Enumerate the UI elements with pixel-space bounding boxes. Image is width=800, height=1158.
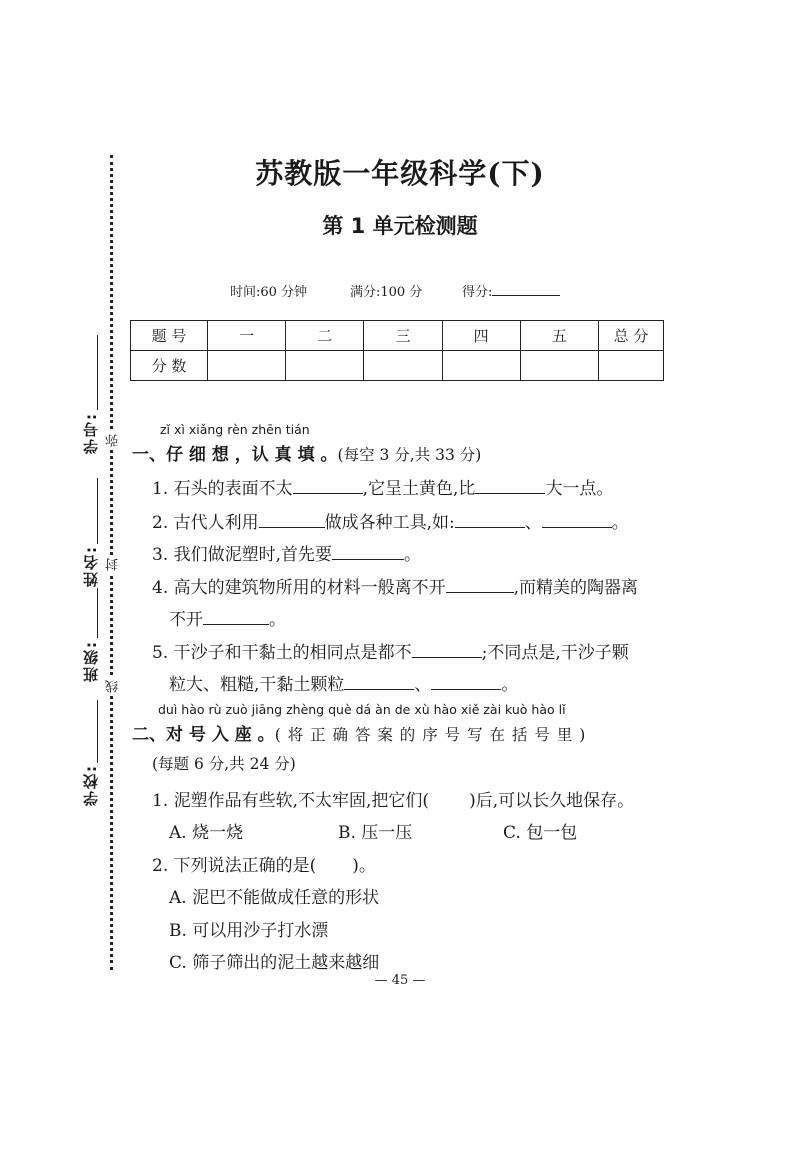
class-label: 班级: bbox=[82, 640, 100, 682]
score-cell[interactable] bbox=[520, 351, 598, 381]
header-cell: 五 bbox=[520, 321, 598, 351]
seal-char-xian: 线 bbox=[106, 680, 121, 693]
answer-blank[interactable] bbox=[203, 624, 269, 625]
s2-question-1: 1. 泥塑作品有些软,不太牢固,把它们( )后,可以长久地保存。 bbox=[152, 791, 635, 811]
school-field[interactable] bbox=[97, 700, 98, 763]
header-cell: 题 号 bbox=[131, 321, 208, 351]
header-cell: 四 bbox=[442, 321, 520, 351]
seal-char-feng: 封 bbox=[106, 558, 121, 571]
s1-question-5: 5. 干沙子和干黏土的相同点是都不 ;不同点是,干沙子颗 bbox=[152, 643, 629, 663]
score-cell[interactable] bbox=[286, 351, 364, 381]
section1-points: (每空 3 分,共 33 分) bbox=[337, 446, 482, 464]
answer-blank[interactable] bbox=[542, 527, 612, 528]
s2-question-2: 2. 下列说法正确的是( )。 bbox=[152, 856, 376, 876]
score-cell[interactable] bbox=[208, 351, 286, 381]
s1-question-2: 2. 古代人利用 做成各种工具,如: 、 。 bbox=[152, 513, 629, 533]
header-cell: 一 bbox=[208, 321, 286, 351]
school-label: 学校: bbox=[82, 764, 100, 806]
score-label: 得分: bbox=[462, 285, 493, 300]
exam-title: 苏教版一年级科学(下) bbox=[255, 157, 545, 190]
s2-q1-option-b[interactable]: B. 压一压 bbox=[338, 823, 413, 843]
section2-pinyin: duì hào rù zuò jiāng zhèng què dá àn de xù hào xiě zài kuò hào lǐ bbox=[158, 702, 566, 717]
section1-pinyin: zǐ xì xiǎng rèn zhēn tián bbox=[160, 422, 310, 437]
answer-blank[interactable] bbox=[455, 527, 525, 528]
score-cell[interactable] bbox=[599, 351, 664, 381]
answer-blank[interactable] bbox=[344, 689, 414, 690]
s1-question-4: 4. 高大的建筑物所用的材料一般离不开 ,而精美的陶器离 bbox=[152, 578, 639, 598]
header-cell: 二 bbox=[286, 321, 364, 351]
answer-blank[interactable] bbox=[259, 527, 325, 528]
section2-note: ( 将 正 确 答 案 的 序 号 写 在 括 号 里 ) bbox=[274, 726, 587, 744]
s1-question-1: 1. 石头的表面不太 ,它呈土黄色,比 大一点。 bbox=[152, 479, 614, 499]
s1-question-3: 3. 我们做泥塑时,首先要 。 bbox=[152, 545, 422, 565]
class-field[interactable] bbox=[97, 588, 98, 638]
s2-q2-option-c[interactable]: C. 筛子筛出的泥土越来越细 bbox=[169, 953, 380, 973]
answer-blank[interactable] bbox=[446, 592, 514, 593]
s2-q1-option-a[interactable]: A. 烧一烧 bbox=[169, 823, 244, 843]
score-table-score-row bbox=[131, 351, 664, 381]
student-id-field[interactable] bbox=[97, 335, 98, 410]
time-info: 时间:60 分钟 bbox=[230, 285, 308, 300]
score-table bbox=[130, 320, 664, 381]
s2-q2-option-a[interactable]: A. 泥巴不能做成任意的形状 bbox=[169, 888, 380, 908]
student-id-label: 学号: bbox=[82, 412, 100, 454]
s2-q2-option-b[interactable]: B. 可以用沙子打水漂 bbox=[169, 921, 329, 941]
header-cell: 三 bbox=[364, 321, 442, 351]
page-number: — 45 — bbox=[374, 973, 426, 988]
score-table-header-row bbox=[131, 321, 664, 351]
score-cell[interactable] bbox=[364, 351, 442, 381]
section2-title: 二、对 号 入 座 。 bbox=[132, 725, 275, 745]
answer-blank[interactable] bbox=[431, 689, 501, 690]
answer-blank[interactable] bbox=[412, 657, 482, 658]
full-score-info: 满分:100 分 bbox=[350, 285, 423, 300]
section1-title: 一、仔 细 想 ，认 真 填 。 bbox=[132, 445, 338, 465]
section2-points: (每题 6 分,共 24 分) bbox=[152, 755, 296, 773]
name-field[interactable] bbox=[97, 478, 98, 544]
answer-blank[interactable] bbox=[475, 493, 545, 494]
answer-blank[interactable] bbox=[332, 559, 404, 560]
score-cell[interactable] bbox=[442, 351, 520, 381]
score-field[interactable] bbox=[462, 281, 560, 300]
score-blank[interactable] bbox=[492, 295, 560, 296]
section1-heading bbox=[132, 440, 481, 465]
seal-char-mi: 弥 bbox=[106, 434, 121, 447]
s2-q1-option-c[interactable]: C. 包一包 bbox=[503, 823, 578, 843]
answer-blank[interactable] bbox=[293, 493, 363, 494]
header-cell: 总 分 bbox=[599, 321, 664, 351]
score-row-label: 分 数 bbox=[131, 351, 208, 381]
name-label: 姓名: bbox=[82, 545, 100, 587]
s1-question-5-cont: 粒大、粗糙,干黏土颗粒 、 。 bbox=[169, 675, 519, 695]
exam-subtitle: 第 1 单元检测题 bbox=[322, 214, 478, 238]
section2-heading bbox=[132, 720, 586, 745]
s1-question-4-cont: 不开 。 bbox=[169, 610, 286, 630]
